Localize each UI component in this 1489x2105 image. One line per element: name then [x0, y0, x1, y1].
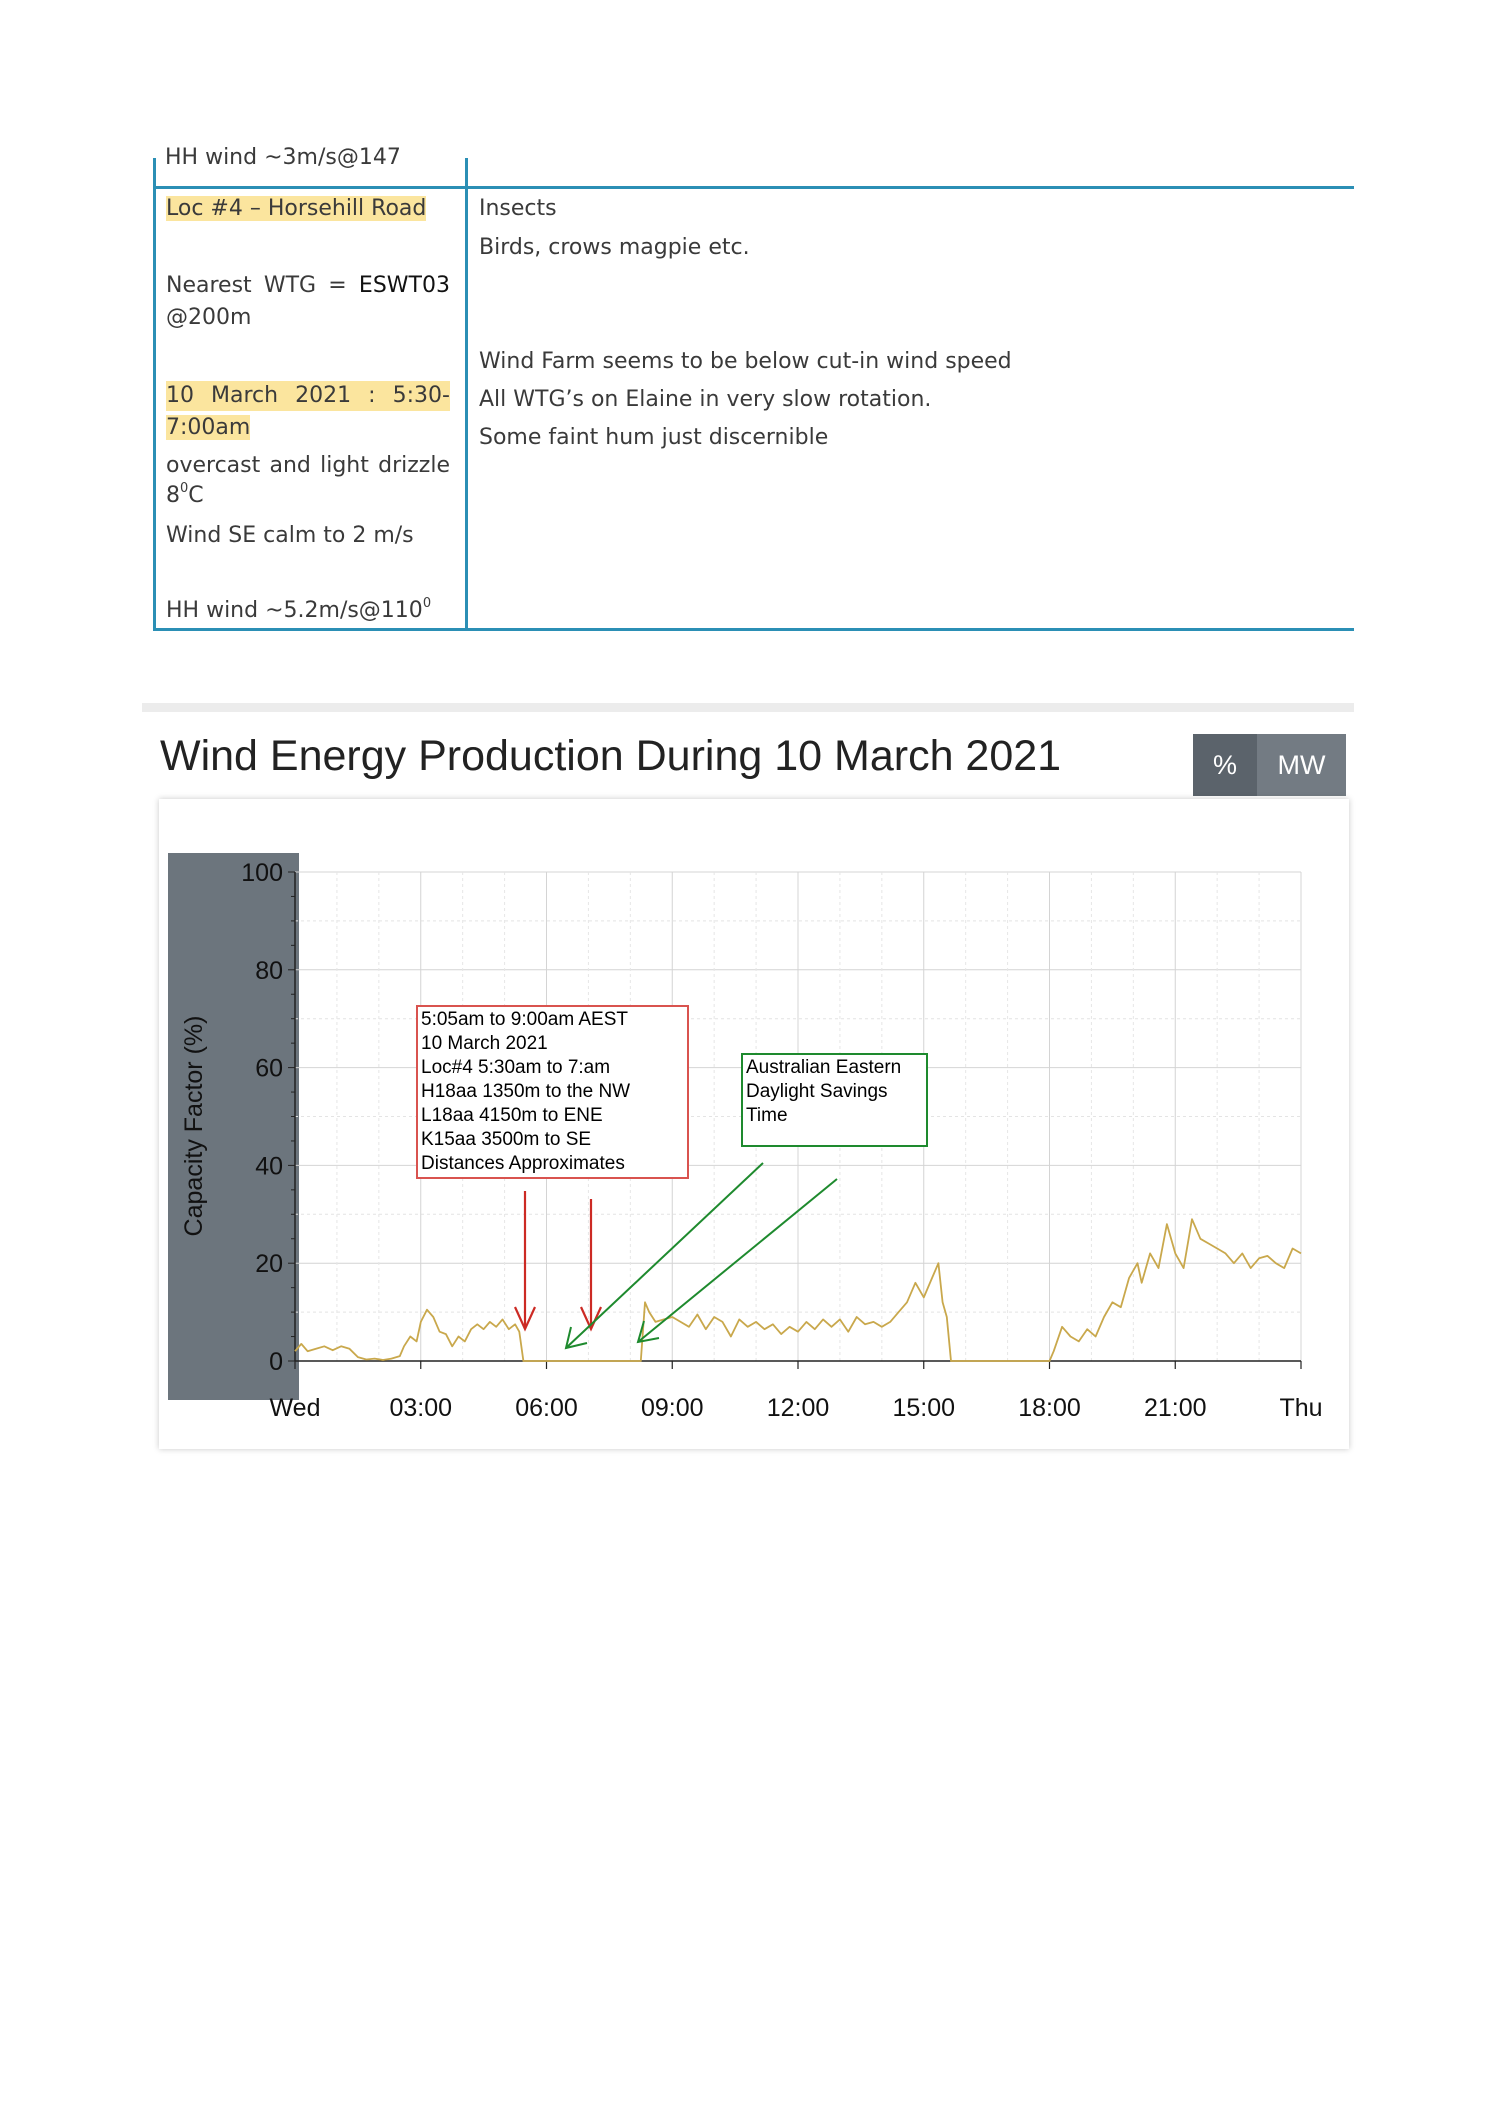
x-tick-label: 03:00: [389, 1394, 453, 1422]
observation-rotation: All WTG’s on Elaine in very slow rotation.: [479, 387, 932, 412]
aest-note-line: 5:05am to 9:00am AEST: [421, 1009, 629, 1030]
x-tick-label: 09:00: [640, 1394, 704, 1422]
wtg-word: WTG: [263, 273, 317, 298]
ground-wind: Wind SE calm to 2 m/s: [166, 523, 414, 548]
x-tick-label: 15:00: [892, 1394, 956, 1422]
nearest-word: Nearest: [166, 273, 252, 298]
observation-table: [153, 145, 1354, 631]
weather-word-3: light: [320, 453, 369, 478]
table-column-divider: [465, 158, 468, 631]
x-tick-label: 18:00: [1018, 1394, 1081, 1422]
degree-sup: 0: [180, 481, 189, 496]
observation-cut-in: Wind Farm seems to be below cut-in wind speed: [479, 349, 1012, 374]
capacity-factor-chart: [159, 799, 1349, 1449]
x-tick-label: 06:00: [515, 1394, 578, 1422]
aest-note-line: L18aa 4150m to ENE: [421, 1105, 603, 1126]
y-tick-label: 0: [269, 1348, 283, 1376]
time-end: 7:00am: [166, 415, 251, 440]
unit-toggle: [1193, 734, 1346, 796]
y-tick-label: 100: [241, 859, 283, 887]
temperature: [166, 481, 204, 511]
percent-button[interactable]: %: [1193, 734, 1257, 796]
chart-heading: Wind Energy Production During 10 March 2021: [160, 732, 1062, 780]
green-arrow-2: [638, 1179, 837, 1342]
nearest-wtg-line: [166, 271, 450, 301]
date-line: [166, 381, 450, 411]
weather-word-1: overcast: [166, 453, 261, 478]
aest-note-line: Distances Approximates: [421, 1153, 625, 1174]
y-tick-label: 80: [255, 956, 283, 985]
hub-height-wind-text: HH wind ~5.2m/s@110: [166, 598, 423, 623]
y-axis-label: Capacity Factor (%): [180, 1015, 208, 1237]
turbine-id: ESWT03: [358, 273, 450, 298]
y-tick-label: 20: [255, 1250, 283, 1279]
weather-word-2: and: [269, 453, 311, 478]
temperature-value: 8: [166, 483, 180, 508]
y-tick-label: 60: [255, 1054, 283, 1083]
time-start: 5:30-: [392, 383, 450, 408]
mw-button[interactable]: MW: [1257, 734, 1346, 796]
y-tick-label: 40: [255, 1152, 283, 1181]
aest-note-line: K15aa 3500m to SE: [421, 1129, 592, 1150]
red-arrows: [515, 1191, 601, 1329]
table-left-border: [153, 158, 156, 631]
observation-birds: Birds, crows magpie etc.: [479, 235, 750, 260]
previous-row-hh-wind: HH wind ~3m/s@147: [165, 145, 401, 170]
location-label: [166, 194, 426, 224]
location-highlight: Loc #4 – Horsehill Road: [166, 196, 427, 221]
observation-hum: Some faint hum just discernible: [479, 425, 829, 450]
x-tick-label: Wed: [269, 1394, 321, 1422]
table-row-divider: [153, 186, 1354, 189]
hub-height-wind: [166, 596, 431, 626]
hub-height-degree-sup: 0: [422, 596, 432, 611]
observation-insects: Insects: [479, 196, 557, 221]
time-end-line: [166, 413, 250, 443]
temperature-unit: C: [188, 483, 204, 508]
x-tick-label: Thu: [1279, 1394, 1323, 1422]
chart-card: [159, 799, 1349, 1449]
daylight-note-line: Time: [746, 1105, 788, 1126]
table-bottom-border: [153, 628, 1354, 631]
aest-note-line: Loc#4 5:30am to 7:am: [421, 1057, 611, 1078]
previous-row-crop: [165, 145, 455, 182]
date-colon: :: [368, 383, 376, 408]
aest-note-line: 10 March 2021: [421, 1033, 548, 1054]
x-tick-label: 12:00: [766, 1394, 830, 1422]
equals-word: =: [328, 273, 347, 298]
date-month: March: [211, 383, 279, 408]
x-tick-label: 21:00: [1143, 1394, 1207, 1422]
aest-annotation: [417, 1006, 688, 1329]
daylight-note-line: Daylight Savings: [746, 1081, 888, 1102]
aest-note-line: H18aa 1350m to the NW: [421, 1081, 631, 1102]
widget-top-rule: [142, 703, 1354, 712]
nearest-distance: @200m: [166, 305, 252, 330]
date-day: 10: [166, 383, 194, 408]
daylight-note-line: Australian Eastern: [746, 1057, 902, 1078]
date-year: 2021: [295, 383, 352, 408]
weather-line: [166, 451, 450, 481]
weather-word-4: drizzle: [378, 453, 450, 478]
